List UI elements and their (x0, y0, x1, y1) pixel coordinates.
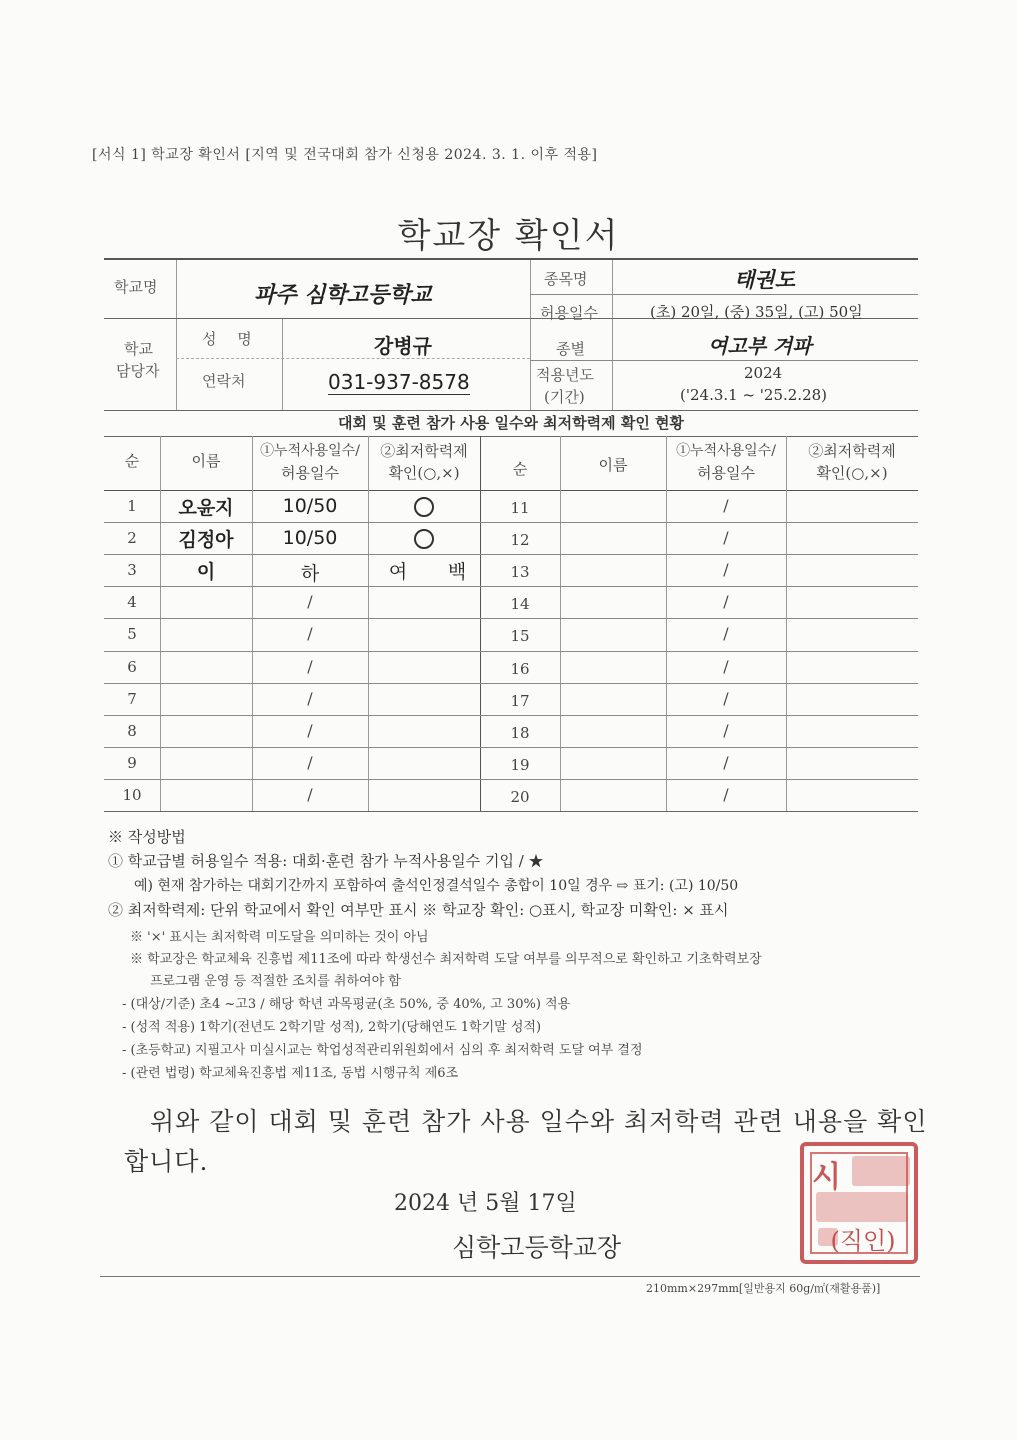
note-1: ① 학교급별 허용일수 적용: 대회·훈련 참가 누적사용일수 기입 / ★ (108, 852, 544, 870)
allowed-days-label: 허용일수 (540, 304, 598, 322)
manager-name-label: 성 명 (202, 330, 260, 348)
days-used: / (723, 784, 729, 804)
school-name-value: 파주 심학고등학교 (254, 283, 432, 308)
days-used: / (723, 720, 729, 740)
row-number: 6 (127, 657, 137, 676)
header-days-right-1: ①누적사용일수/ (676, 443, 776, 459)
days-used: / (307, 752, 313, 772)
contact-label: 연락처 (202, 372, 246, 390)
note-detail-3: - (초등학교) 지필고사 미실시교는 학업성적관리위원회에서 심의 후 최저학력 도달 여부 결정 (122, 1043, 643, 1058)
note-2: ② 최저학력제: 단위 학교에서 확인 여부만 표시 ※ 학교장 확인: ○표시, 학교장 미확인: × 표시 (108, 901, 729, 919)
row-number: 20 (510, 787, 530, 806)
row-number: 9 (127, 753, 137, 772)
notes-heading: ※ 작성방법 (108, 828, 186, 846)
header-check-right-2: 확인(○,×) (816, 464, 888, 482)
note-detail-4: - (관련 법령) 학교체육진흥법 제11조, 동법 시행규칙 제6조 (122, 1066, 459, 1081)
student-name: 이 (196, 561, 216, 584)
row-number: 17 (510, 691, 530, 710)
type-value: 여고부 겨파 (708, 334, 812, 358)
confirm-text-2: 합니다. (124, 1147, 209, 1176)
official-seal (800, 1142, 918, 1264)
contact-value: 031-937-8578 (328, 370, 470, 394)
days-used: / (723, 624, 729, 644)
days-used: / (307, 688, 313, 708)
date: 2024 년 5월 17일 (394, 1191, 577, 1216)
note-detail-2: - (성적 적용) 1학기(전년도 2학기말 성적), 2학기(당해연도 1학기말 성적) (122, 1020, 542, 1035)
days-used: / (723, 592, 729, 612)
days-used: / (307, 784, 313, 804)
manager-name-value: 강병규 (374, 334, 432, 358)
header-days-left-1: ①누적사용일수/ (260, 443, 360, 459)
sport-label: 종목명 (544, 270, 588, 288)
year-label-2: (기간) (544, 388, 585, 406)
header-name-left: 이름 (191, 452, 221, 470)
days-used: / (307, 720, 313, 740)
header-check-right-1: ②최저학력제 (808, 442, 896, 460)
note-2-b2: 프로그램 운영 등 적절한 조치를 취하여야 함 (150, 974, 401, 989)
type-label: 종별 (556, 340, 585, 358)
stamp-glyph: 시 (812, 1160, 841, 1195)
header-days-right-2: 허용일수 (697, 464, 755, 482)
header-check-left-1: ②최저학력제 (380, 442, 468, 460)
row-number: 3 (127, 561, 137, 580)
manager-label-1: 학교 (124, 340, 153, 358)
days-used: / (307, 592, 313, 612)
confirm-text-1: 위와 같이 대회 및 훈련 참가 사용 일수와 최저학력 관련 내용을 확인 (150, 1107, 928, 1136)
note-detail-1: - (대상/기준) 초4 ~고3 / 해당 학년 과목평균(초 50%, 중 40%, 고 30%) 적용 (122, 997, 571, 1012)
header-name-right: 이름 (598, 456, 628, 474)
document-title: 학교장 확인서 (397, 216, 620, 256)
principal-title: 심학고등학교장 (452, 1233, 622, 1262)
row-number: 19 (510, 755, 530, 774)
row-number: 18 (510, 723, 530, 742)
row-number: 13 (510, 563, 530, 582)
days-used: / (307, 624, 313, 644)
check-circle-mark (414, 497, 434, 517)
days-used: / (307, 656, 313, 676)
usage-table (104, 408, 918, 812)
days-used: / (723, 656, 729, 676)
note-1-example: 예) 현재 참가하는 대회기간까지 포함하여 출석인정결석일수 총합이 10일 경우 ⇨ 표기: (고) 10/50 (134, 878, 739, 894)
row-number: 14 (510, 595, 530, 614)
sport-value: 태권도 (734, 268, 795, 292)
header-order-right: 순 (512, 460, 528, 478)
days-used: / (723, 560, 729, 580)
year-label-1: 적용년도 (536, 366, 594, 384)
manager-label-2: 담당자 (116, 362, 160, 380)
days-used: 하 (300, 563, 320, 586)
row-number: 16 (510, 659, 530, 678)
student-name: 오윤지 (178, 497, 234, 519)
note-2-b1: ※ 학교장은 학교체육 진흥법 제11조에 따라 학생선수 최저학력 도달 여부를 의무적으로 확인하고 기초학력보장 (130, 952, 762, 967)
days-used: / (723, 528, 729, 548)
stamp-text: (직인) (830, 1227, 896, 1255)
header-order-left: 순 (124, 452, 140, 470)
row-number: 1 (127, 497, 137, 515)
row-number: 2 (127, 529, 137, 548)
check-value: 여 (388, 561, 408, 584)
form-header-note: [서식 1] 학교장 확인서 [지역 및 전국대회 참가 신청용 2024. 3. 1. 이후 적용] (92, 147, 598, 163)
days-used: / (723, 688, 729, 708)
check-circle-mark (414, 529, 434, 549)
row-number: 11 (510, 499, 530, 517)
allowed-days-value: (초) 20일, (중) 35일, (고) 50일 (650, 303, 863, 321)
row-number: 15 (510, 627, 530, 646)
row-number: 10 (122, 785, 142, 804)
check-extra: 백 (447, 561, 467, 584)
year-value: 2024 (744, 364, 783, 382)
row-number: 7 (127, 689, 137, 708)
info-block (104, 258, 918, 411)
school-name-label: 학교명 (114, 278, 158, 296)
student-name: 김정아 (178, 529, 234, 552)
paper-spec: 210mm×297mm[일반용지 60g/㎡(재활용품)] (646, 1282, 881, 1295)
row-number: 8 (127, 721, 137, 740)
header-check-left-2: 확인(○,×) (388, 464, 460, 482)
note-2-a: ※ '×' 표시는 최저학력 미도달을 의미하는 것이 아님 (130, 930, 429, 945)
days-used: 10/50 (282, 495, 338, 517)
row-number: 12 (510, 531, 530, 550)
header-days-left-2: 허용일수 (281, 464, 339, 482)
table-title: 대회 및 훈련 참가 사용 일수와 최저학력제 확인 현황 (337, 414, 685, 432)
days-used: / (723, 496, 729, 515)
period-value: ('24.3.1 ~ '25.2.28) (680, 386, 828, 404)
days-used: / (723, 752, 729, 772)
row-number: 4 (127, 593, 137, 612)
days-used: 10/50 (282, 527, 338, 550)
row-number: 5 (127, 625, 137, 644)
